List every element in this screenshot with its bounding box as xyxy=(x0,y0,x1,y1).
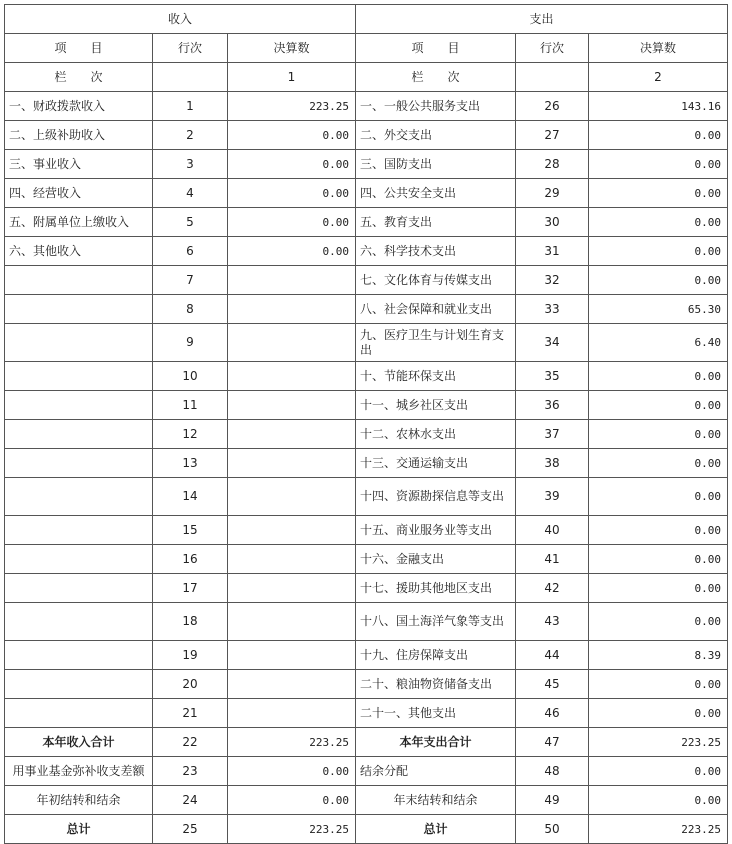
expense-row-no-cell: 41 xyxy=(516,545,589,574)
income-item-cell xyxy=(5,449,153,478)
income-total-row-no: 24 xyxy=(153,786,228,815)
income-row-no-cell: 4 xyxy=(153,179,228,208)
expense-row-no-cell: 35 xyxy=(516,362,589,391)
income-amount-cell xyxy=(228,574,356,603)
expense-item-cell: 十八、国土海洋气象等支出 xyxy=(356,603,516,641)
total-row xyxy=(5,815,728,844)
expense-total-label: 本年支出合计 xyxy=(356,728,516,757)
expense-item-cell: 三、国防支出 xyxy=(356,150,516,179)
income-amount-cell xyxy=(228,699,356,728)
expense-total-label: 总计 xyxy=(356,815,516,844)
expense-item-cell: 十九、住房保障支出 xyxy=(356,641,516,670)
income-row-no-cell: 18 xyxy=(153,603,228,641)
expense-item-cell: 十三、交通运输支出 xyxy=(356,449,516,478)
income-amount-cell xyxy=(228,641,356,670)
income-row-no-cell: 17 xyxy=(153,574,228,603)
income-total-label: 年初结转和结余 xyxy=(5,786,153,815)
table-row xyxy=(5,449,728,478)
income-column-number: 1 xyxy=(228,63,356,92)
expense-total-amount: 223.25 xyxy=(589,728,728,757)
expense-amount-cell: 0.00 xyxy=(589,362,728,391)
income-amount-cell: 0.00 xyxy=(228,237,356,266)
expense-item-cell: 二、外交支出 xyxy=(356,121,516,150)
column-number-row xyxy=(5,63,728,92)
expense-total-label: 年末结转和结余 xyxy=(356,786,516,815)
expense-amount-cell: 0.00 xyxy=(589,478,728,516)
expense-item-cell: 二十、粮油物资储备支出 xyxy=(356,670,516,699)
table-row xyxy=(5,420,728,449)
expense-item-cell: 十二、农林水支出 xyxy=(356,420,516,449)
table-row xyxy=(5,545,728,574)
expense-item-cell: 五、教育支出 xyxy=(356,208,516,237)
income-item-cell xyxy=(5,641,153,670)
expense-row-no-cell: 27 xyxy=(516,121,589,150)
expense-amount-cell: 0.00 xyxy=(589,391,728,420)
budget-final-accounts-table xyxy=(4,4,728,844)
income-amount-cell xyxy=(228,670,356,699)
expense-row-no-blank xyxy=(516,63,589,92)
total-row xyxy=(5,757,728,786)
table-row xyxy=(5,92,728,121)
income-row-no-cell: 2 xyxy=(153,121,228,150)
income-item-cell xyxy=(5,545,153,574)
table-row xyxy=(5,670,728,699)
income-row-no-cell: 21 xyxy=(153,699,228,728)
income-total-label: 用事业基金弥补收支差额 xyxy=(5,757,153,786)
expense-total-row-no: 50 xyxy=(516,815,589,844)
expense-amount-cell: 0.00 xyxy=(589,516,728,545)
table-row xyxy=(5,179,728,208)
table-row xyxy=(5,295,728,324)
income-item-cell: 三、事业收入 xyxy=(5,150,153,179)
expense-row-no-cell: 36 xyxy=(516,391,589,420)
expense-amount-cell: 0.00 xyxy=(589,266,728,295)
income-amount-cell: 0.00 xyxy=(228,121,356,150)
income-amount-header: 决算数 xyxy=(228,34,356,63)
expense-item-cell: 七、文化体育与传媒支出 xyxy=(356,266,516,295)
expense-item-cell: 十四、资源勘探信息等支出 xyxy=(356,478,516,516)
income-item-cell xyxy=(5,420,153,449)
income-amount-cell xyxy=(228,603,356,641)
income-row-no-cell: 1 xyxy=(153,92,228,121)
expense-amount-cell: 143.16 xyxy=(589,92,728,121)
expense-column-number: 2 xyxy=(589,63,728,92)
expense-amount-cell: 0.00 xyxy=(589,699,728,728)
expense-row-no-cell: 38 xyxy=(516,449,589,478)
expense-item-cell: 十、节能环保支出 xyxy=(356,362,516,391)
income-row-no-cell: 12 xyxy=(153,420,228,449)
expense-item-cell: 十六、金融支出 xyxy=(356,545,516,574)
expense-amount-cell: 0.00 xyxy=(589,237,728,266)
expense-amount-cell: 0.00 xyxy=(589,545,728,574)
income-amount-cell: 0.00 xyxy=(228,179,356,208)
table-row xyxy=(5,574,728,603)
expense-row-no-cell: 44 xyxy=(516,641,589,670)
expense-amount-cell: 0.00 xyxy=(589,449,728,478)
income-amount-cell xyxy=(228,516,356,545)
income-column-label: 栏 次 xyxy=(5,63,153,92)
table-row xyxy=(5,391,728,420)
income-item-cell xyxy=(5,699,153,728)
expense-total-amount: 0.00 xyxy=(589,786,728,815)
expense-item-cell: 十一、城乡社区支出 xyxy=(356,391,516,420)
expense-row-no-cell: 31 xyxy=(516,237,589,266)
income-row-no-cell: 16 xyxy=(153,545,228,574)
income-item-cell: 六、其他收入 xyxy=(5,237,153,266)
income-item-cell xyxy=(5,574,153,603)
income-row-no-cell: 3 xyxy=(153,150,228,179)
income-row-no-cell: 14 xyxy=(153,478,228,516)
expense-amount-cell: 0.00 xyxy=(589,574,728,603)
expense-column-label: 栏 次 xyxy=(356,63,516,92)
expense-row-no-cell: 32 xyxy=(516,266,589,295)
income-amount-cell: 223.25 xyxy=(228,92,356,121)
income-row-no-header: 行次 xyxy=(153,34,228,63)
income-amount-cell xyxy=(228,420,356,449)
expense-item-cell: 八、社会保障和就业支出 xyxy=(356,295,516,324)
income-item-cell xyxy=(5,391,153,420)
column-header-row xyxy=(5,34,728,63)
expense-total-amount: 0.00 xyxy=(589,757,728,786)
expense-amount-cell: 0.00 xyxy=(589,208,728,237)
table-row xyxy=(5,362,728,391)
expense-item-cell: 六、科学技术支出 xyxy=(356,237,516,266)
income-item-cell xyxy=(5,478,153,516)
expense-row-no-cell: 33 xyxy=(516,295,589,324)
expense-item-header: 项 目 xyxy=(356,34,516,63)
income-row-no-cell: 9 xyxy=(153,324,228,362)
expense-amount-cell: 6.40 xyxy=(589,324,728,362)
income-total-amount: 0.00 xyxy=(228,786,356,815)
income-row-no-cell: 19 xyxy=(153,641,228,670)
expense-item-cell: 四、公共安全支出 xyxy=(356,179,516,208)
expense-row-no-cell: 46 xyxy=(516,699,589,728)
expense-amount-cell: 8.39 xyxy=(589,641,728,670)
expense-amount-cell: 0.00 xyxy=(589,150,728,179)
income-row-no-cell: 13 xyxy=(153,449,228,478)
income-total-label: 本年收入合计 xyxy=(5,728,153,757)
income-item-cell: 二、上级补助收入 xyxy=(5,121,153,150)
income-item-header: 项 目 xyxy=(5,34,153,63)
expense-item-cell: 一、一般公共服务支出 xyxy=(356,92,516,121)
income-total-amount: 223.25 xyxy=(228,728,356,757)
income-item-cell: 一、财政拨款收入 xyxy=(5,92,153,121)
income-row-no-cell: 7 xyxy=(153,266,228,295)
expense-item-cell: 十五、商业服务业等支出 xyxy=(356,516,516,545)
income-amount-cell: 0.00 xyxy=(228,150,356,179)
income-amount-cell xyxy=(228,362,356,391)
table-row xyxy=(5,478,728,516)
expense-row-no-cell: 37 xyxy=(516,420,589,449)
income-row-no-blank xyxy=(153,63,228,92)
income-row-no-cell: 8 xyxy=(153,295,228,324)
table-row xyxy=(5,266,728,295)
expense-amount-cell: 0.00 xyxy=(589,179,728,208)
expense-total-row-no: 47 xyxy=(516,728,589,757)
expense-amount-header: 决算数 xyxy=(589,34,728,63)
income-item-cell xyxy=(5,266,153,295)
table-row xyxy=(5,516,728,545)
expense-item-cell: 九、医疗卫生与计划生育支出 xyxy=(356,324,516,362)
expense-row-no-cell: 28 xyxy=(516,150,589,179)
income-total-row-no: 25 xyxy=(153,815,228,844)
expense-row-no-cell: 34 xyxy=(516,324,589,362)
expense-row-no-cell: 42 xyxy=(516,574,589,603)
total-row xyxy=(5,728,728,757)
income-amount-cell xyxy=(228,295,356,324)
income-row-no-cell: 10 xyxy=(153,362,228,391)
income-item-cell xyxy=(5,324,153,362)
expense-row-no-header: 行次 xyxy=(516,34,589,63)
income-row-no-cell: 11 xyxy=(153,391,228,420)
income-amount-cell: 0.00 xyxy=(228,208,356,237)
income-item-cell: 四、经营收入 xyxy=(5,179,153,208)
income-row-no-cell: 6 xyxy=(153,237,228,266)
income-total-label: 总计 xyxy=(5,815,153,844)
income-row-no-cell: 15 xyxy=(153,516,228,545)
expense-section-header: 支出 xyxy=(356,5,728,34)
expense-row-no-cell: 30 xyxy=(516,208,589,237)
income-amount-cell xyxy=(228,266,356,295)
expense-row-no-cell: 39 xyxy=(516,478,589,516)
income-total-row-no: 23 xyxy=(153,757,228,786)
income-amount-cell xyxy=(228,478,356,516)
income-section-header: 收入 xyxy=(5,5,356,34)
income-total-row-no: 22 xyxy=(153,728,228,757)
expense-amount-cell: 65.30 xyxy=(589,295,728,324)
expense-amount-cell: 0.00 xyxy=(589,420,728,449)
expense-item-cell: 十七、援助其他地区支出 xyxy=(356,574,516,603)
table-row xyxy=(5,208,728,237)
income-item-cell xyxy=(5,516,153,545)
income-total-amount: 223.25 xyxy=(228,815,356,844)
expense-row-no-cell: 45 xyxy=(516,670,589,699)
income-amount-cell xyxy=(228,545,356,574)
income-total-amount: 0.00 xyxy=(228,757,356,786)
expense-row-no-cell: 40 xyxy=(516,516,589,545)
table-row xyxy=(5,699,728,728)
table-row xyxy=(5,641,728,670)
expense-item-cell: 二十一、其他支出 xyxy=(356,699,516,728)
expense-row-no-cell: 43 xyxy=(516,603,589,641)
expense-row-no-cell: 26 xyxy=(516,92,589,121)
table-row xyxy=(5,121,728,150)
total-row xyxy=(5,786,728,815)
expense-row-no-cell: 29 xyxy=(516,179,589,208)
income-item-cell xyxy=(5,295,153,324)
income-item-cell xyxy=(5,603,153,641)
expense-amount-cell: 0.00 xyxy=(589,670,728,699)
income-amount-cell xyxy=(228,324,356,362)
expense-total-row-no: 48 xyxy=(516,757,589,786)
table-row xyxy=(5,150,728,179)
income-item-cell xyxy=(5,670,153,699)
table-row xyxy=(5,324,728,362)
table-row xyxy=(5,237,728,266)
table-row xyxy=(5,603,728,641)
expense-total-row-no: 49 xyxy=(516,786,589,815)
income-item-cell: 五、附属单位上缴收入 xyxy=(5,208,153,237)
expense-amount-cell: 0.00 xyxy=(589,121,728,150)
expense-amount-cell: 0.00 xyxy=(589,603,728,641)
expense-total-label: 结余分配 xyxy=(356,757,516,786)
income-row-no-cell: 5 xyxy=(153,208,228,237)
income-amount-cell xyxy=(228,449,356,478)
section-header-row xyxy=(5,5,728,34)
income-row-no-cell: 20 xyxy=(153,670,228,699)
expense-total-amount: 223.25 xyxy=(589,815,728,844)
income-item-cell xyxy=(5,362,153,391)
income-amount-cell xyxy=(228,391,356,420)
